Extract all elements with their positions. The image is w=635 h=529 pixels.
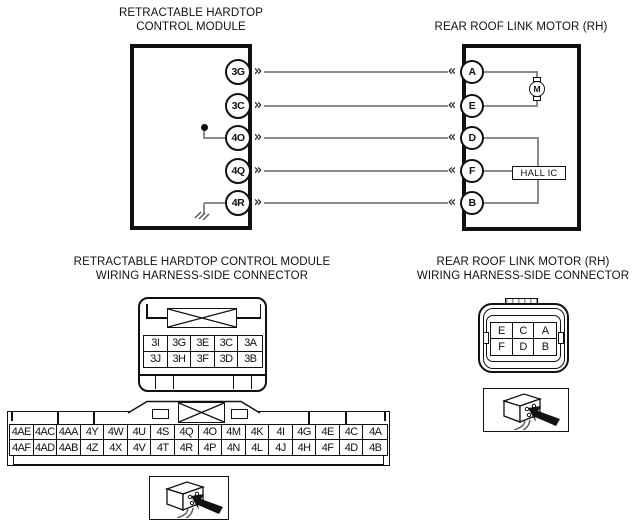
motor-pin-a: A xyxy=(460,60,484,84)
module-pin-3g: 3G xyxy=(225,59,251,85)
pin-cell: 4N xyxy=(222,440,246,455)
motor-connector-grid xyxy=(490,322,557,356)
motor-symbol: M xyxy=(529,81,545,97)
keyway-crossed-box xyxy=(167,308,237,328)
connector-detail xyxy=(236,317,261,319)
connector-detail xyxy=(146,317,168,319)
pin-cell: B xyxy=(541,341,549,353)
pin-cell: 3A xyxy=(238,336,262,352)
pin-cell: 4Z xyxy=(81,440,105,455)
pin-cell: 4AE xyxy=(10,425,34,440)
wire-segment xyxy=(484,137,539,139)
module-pin-3c: 3C xyxy=(225,93,251,119)
module-title-line1: RETRACTABLE HARDTOP xyxy=(119,7,263,19)
pin-cell: 4Q xyxy=(175,425,199,440)
pin-cell: 4AB xyxy=(57,440,81,455)
pin-cell: A xyxy=(534,323,556,339)
wire-4q-f xyxy=(264,170,448,172)
module-connector-title xyxy=(42,256,362,283)
connector-in-icon: « xyxy=(447,96,457,115)
pin-cell: F xyxy=(491,339,513,355)
connector-view-callout xyxy=(483,388,569,432)
connector-rib xyxy=(345,412,347,424)
pin-cell: 4J xyxy=(269,440,293,455)
pin-cell: 3C xyxy=(215,336,239,352)
connector-notch xyxy=(231,409,248,419)
connector-rib xyxy=(11,412,13,421)
wire-segment xyxy=(484,71,538,73)
pin-cell: 4W xyxy=(104,425,128,440)
connector-in-icon: « xyxy=(447,193,457,212)
module-connector-title-line2: WIRING HARNESS-SIDE CONNECTOR xyxy=(95,269,309,282)
connector-view-icon xyxy=(490,390,562,430)
connector-out-icon: » xyxy=(253,161,263,180)
pin-cell: 4T xyxy=(151,440,175,455)
pin-cell: 3J xyxy=(144,352,168,368)
module-connector-title-line1: RETRACTABLE HARDTOP CONTROL MODULE xyxy=(73,256,331,268)
pin-cell: 4X xyxy=(104,440,128,455)
connector-in-icon: « xyxy=(447,62,457,81)
pin-cell: 4AA xyxy=(57,425,81,440)
junction-dot xyxy=(201,124,208,131)
motor-pin-b: B xyxy=(460,191,484,215)
pin-cell: 4AC xyxy=(34,425,58,440)
motor-connector-title-line2: WIRING HARNESS-SIDE CONNECTOR xyxy=(416,269,630,282)
wire-4r-b xyxy=(264,202,448,204)
pin-cell: 3G xyxy=(168,336,192,352)
pin-cell: 3H xyxy=(168,352,192,368)
pin-cell: 3I xyxy=(144,336,168,352)
pin-cell: 4H xyxy=(293,440,317,455)
keyway-crossed-box xyxy=(178,402,225,423)
module-pin-4q: 4Q xyxy=(225,158,251,184)
connector-out-icon: » xyxy=(253,62,263,81)
wire-3g-a xyxy=(264,71,448,73)
connector-out-icon: » xyxy=(253,96,263,115)
pin-cell: 4B xyxy=(369,441,382,454)
module-title xyxy=(71,7,311,34)
ground-icon xyxy=(193,208,211,220)
motor-pin-f: F xyxy=(460,159,484,183)
connector-detail xyxy=(260,304,262,318)
motor-connector-title xyxy=(393,256,635,283)
pin-cell: 4AD xyxy=(34,440,58,455)
connector-detail xyxy=(139,374,266,376)
module-connector-large-grid xyxy=(9,424,388,456)
connector-rib xyxy=(384,412,386,421)
module-pin-4r: 4R xyxy=(225,190,251,216)
connector-tab xyxy=(233,375,252,389)
pin-cell: 4R xyxy=(175,440,199,455)
pin-cell: 4M xyxy=(222,425,246,440)
pin-cell: 4C xyxy=(340,425,364,440)
motor-title xyxy=(401,21,635,35)
pin-cell: 4V xyxy=(128,440,152,455)
pin-cell: 4O xyxy=(199,425,223,440)
pin-cell: 4U xyxy=(128,425,152,440)
motor-pin-e: E xyxy=(460,94,484,118)
wire-segment xyxy=(484,202,539,204)
pin-cell: 4K xyxy=(246,425,270,440)
connector-tab xyxy=(155,375,174,389)
pin-cell: 4D xyxy=(340,440,364,455)
pin-cell: 3E xyxy=(191,336,215,352)
connector-bottom-strip xyxy=(13,455,384,465)
pin-cell: 4L xyxy=(246,440,270,455)
module-title-line2: CONTROL MODULE xyxy=(136,20,246,33)
module-pin-4o: 4O xyxy=(225,125,251,151)
motor-pin-d: D xyxy=(460,126,484,150)
wire-segment xyxy=(484,105,538,107)
hall-ic-box: HALL IC xyxy=(512,166,566,180)
wire-4o-d xyxy=(264,137,448,139)
motor-title-line1: REAR ROOF LINK MOTOR (RH) xyxy=(434,21,608,33)
connector-in-icon: « xyxy=(447,161,457,180)
pin-cell: 4A xyxy=(363,425,387,440)
pin-cell: C xyxy=(513,323,535,339)
connector-rib xyxy=(57,412,59,424)
pin-cell: 4I xyxy=(269,425,293,440)
connector-view-icon xyxy=(153,478,225,518)
connector-view-callout xyxy=(149,476,229,520)
module-connector-small-grid xyxy=(143,335,263,368)
pin-cell: 4AF xyxy=(10,440,34,455)
connector-notch xyxy=(483,332,489,344)
pin-cell: 4S xyxy=(151,425,175,440)
pin-cell: 3B xyxy=(244,353,257,366)
wire-3c-e xyxy=(264,105,448,107)
pin-cell: 4F xyxy=(316,440,340,455)
pin-cell: 4E xyxy=(316,425,340,440)
pin-cell: D xyxy=(513,339,535,355)
connector-out-icon: » xyxy=(253,128,263,147)
connector-rib xyxy=(308,412,310,424)
connector-detail xyxy=(146,304,148,318)
pin-cell: 4G xyxy=(293,425,317,440)
connector-notch xyxy=(152,409,169,419)
motor-connector-title-line1: REAR ROOF LINK MOTOR (RH) xyxy=(436,256,610,268)
pin-cell: E xyxy=(491,323,513,339)
connector-notch xyxy=(558,332,564,344)
connector-in-icon: « xyxy=(447,128,457,147)
pin-cell: 4Y xyxy=(81,425,105,440)
connector-rib xyxy=(93,412,95,424)
wire-segment xyxy=(484,170,514,172)
pin-cell: 3D xyxy=(215,352,239,368)
pin-cell: 4P xyxy=(199,440,223,455)
pin-cell: 3F xyxy=(191,352,215,368)
connector-out-icon: » xyxy=(253,193,263,212)
